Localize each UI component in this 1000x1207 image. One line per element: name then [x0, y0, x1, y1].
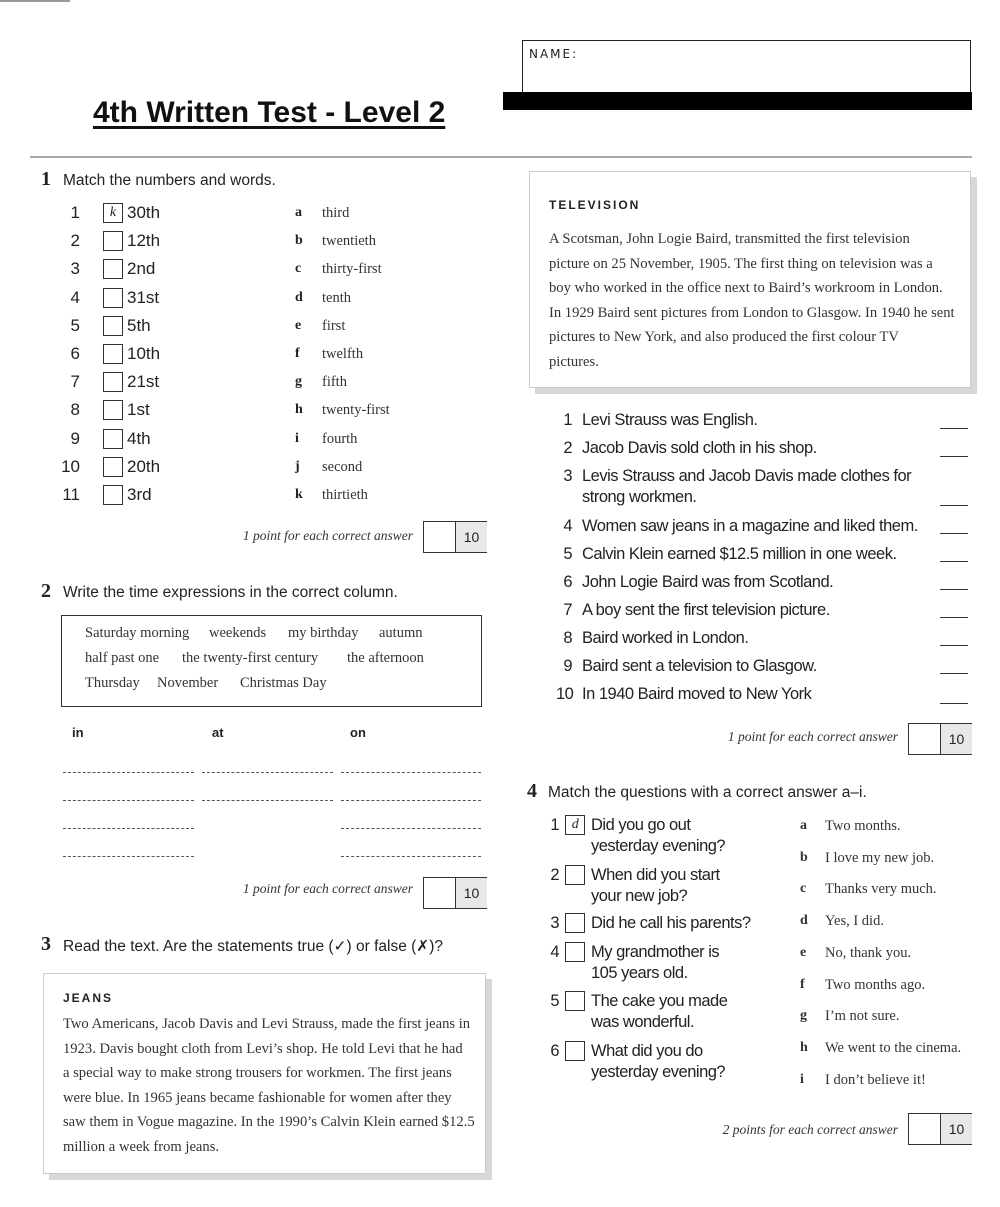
expression: half past one — [85, 650, 160, 666]
word-option — [295, 482, 475, 508]
text-line: Two Americans, Jacob Davis and Levi Strauss, made the first jeans in — [63, 1016, 471, 1032]
question-text: The cake you made — [591, 992, 728, 1010]
column-header-at: at — [212, 725, 224, 740]
answer-option — [800, 815, 975, 837]
statement-text: In 1940 Baird moved to New York — [582, 685, 812, 703]
television-text — [549, 227, 955, 375]
item-value: 10th — [127, 344, 161, 363]
answer-line-at[interactable] — [202, 800, 333, 802]
section2-max-score: 10 — [456, 878, 487, 908]
option-word: thirty-first — [322, 261, 382, 278]
option-letter: d — [800, 913, 808, 929]
statement-number: 6 — [563, 573, 572, 591]
word-option — [295, 426, 475, 452]
option-letter: c — [800, 881, 807, 897]
statement-text: Levis Strauss and Jacob Davis made clothes for — [582, 467, 912, 485]
statement-text: A boy sent the first television picture. — [582, 601, 830, 619]
option-letter: i — [295, 430, 299, 446]
text-line: pictures. — [549, 353, 599, 370]
question-text-cont: was wonderful. — [591, 1013, 695, 1031]
word-option — [295, 397, 475, 423]
question — [545, 942, 775, 986]
option-word: twentieth — [322, 233, 376, 250]
item-number: 8 — [70, 400, 80, 420]
option-word: fourth — [322, 430, 358, 447]
statement-number: 1 — [563, 411, 572, 429]
option-word: twenty-first — [322, 402, 390, 419]
text-line: A Scotsman, John Logie Baird, transmitted the first television — [549, 231, 910, 247]
expression: November — [157, 675, 219, 691]
item-number: 11 — [62, 485, 80, 504]
answer-line-in[interactable] — [63, 800, 194, 802]
question-text: Did you go out — [591, 816, 691, 834]
answer-box[interactable]: d — [565, 815, 585, 835]
option-letter: j — [295, 458, 300, 474]
answer-box[interactable] — [103, 372, 123, 392]
section3-title: Read the text. Are the statements true (✓) or false (✗)? — [63, 938, 444, 955]
corner-line — [0, 0, 70, 2]
option-word: tenth — [322, 289, 351, 306]
answer-box[interactable] — [103, 231, 123, 251]
true-false-blank[interactable] — [940, 428, 968, 429]
item-number: 7 — [70, 372, 80, 392]
option-text: Two months ago. — [825, 976, 926, 993]
question-text-cont: 105 years old. — [591, 964, 688, 982]
match-item — [58, 482, 258, 508]
section3-number: 3 — [41, 933, 51, 955]
section3-max-score: 10 — [941, 724, 972, 754]
question — [545, 991, 775, 1035]
name-box[interactable] — [522, 40, 971, 92]
option-letter: b — [800, 849, 808, 865]
option-word: second — [322, 458, 363, 475]
match-item — [58, 285, 258, 311]
section3-points-note: 1 point for each correct answer — [727, 729, 898, 744]
true-false-blank[interactable] — [940, 673, 968, 674]
option-letter: g — [295, 374, 302, 390]
answer-box[interactable] — [565, 991, 585, 1011]
true-false-blank[interactable] — [940, 505, 968, 506]
answer-line-at[interactable] — [202, 772, 333, 774]
television-heading: TELEVISION — [549, 198, 641, 212]
section4-score-box[interactable] — [908, 1113, 972, 1145]
match-item — [58, 397, 258, 423]
question — [545, 865, 775, 909]
text-line: a special way to make strong trousers for workmen. The first jeans — [63, 1065, 452, 1082]
item-number: 4 — [70, 287, 80, 307]
statement-number: 10 — [556, 685, 574, 703]
item-number: 5 — [70, 315, 80, 335]
statement-number: 4 — [563, 517, 572, 535]
option-letter: k — [295, 487, 303, 502]
option-word: fifth — [322, 374, 347, 391]
option-word: twelfth — [322, 346, 364, 362]
text-line: boy who worked in the office next to Baird’s workroom in London. — [549, 280, 943, 297]
text-line: 1923. Davis bought cloth from Levi’s shop. He told Levi that he had — [63, 1040, 463, 1057]
text-line: picture on 25 November, 1905. The first thing on television was a — [549, 255, 933, 272]
statement-text: Levi Strauss was English. — [582, 411, 758, 429]
question-number: 4 — [550, 943, 559, 961]
question-number: 5 — [550, 992, 559, 1010]
statement-number: 8 — [563, 629, 572, 647]
section1-number: 1 — [41, 168, 51, 190]
section1-score-box[interactable] — [423, 521, 487, 553]
option-letter: h — [800, 1039, 808, 1055]
television-text-card — [529, 171, 971, 388]
question-number: 3 — [550, 914, 559, 932]
item-value: 4th — [127, 428, 151, 448]
name-label: NAME: — [529, 47, 579, 61]
option-letter: h — [295, 402, 303, 418]
statement-number: 2 — [563, 439, 572, 457]
answer-box[interactable]: k — [103, 203, 123, 223]
true-false-blank[interactable] — [940, 703, 968, 704]
expression: the afternoon — [347, 650, 424, 666]
text-line: In 1929 Baird sent pictures from London to Glasgow. In 1940 he sent — [549, 304, 955, 321]
answer-line-in[interactable] — [63, 828, 194, 830]
answer-line-in[interactable] — [63, 856, 194, 858]
option-text: I don’t believe it! — [825, 1071, 926, 1088]
question-text: When did you start — [591, 866, 720, 884]
option-letter: a — [800, 818, 807, 833]
option-text: No, thank you. — [825, 944, 912, 961]
answer-option — [800, 910, 975, 932]
true-false-blank[interactable] — [940, 561, 968, 562]
question-text: My grandmother is — [591, 943, 720, 961]
item-value: 20th — [127, 456, 161, 476]
section3-score-box[interactable] — [908, 723, 972, 755]
match-item — [58, 228, 258, 254]
answer-box[interactable] — [103, 316, 123, 336]
true-false-blank[interactable] — [940, 645, 968, 646]
section2-points-note: 1 point for each correct answer — [242, 881, 413, 896]
answer-box[interactable] — [565, 913, 585, 933]
option-text: Yes, I did. — [825, 913, 884, 930]
item-value: 31st — [127, 287, 160, 307]
item-value: 1st — [127, 400, 150, 420]
expression: the twenty-first century — [182, 650, 319, 666]
option-letter: e — [800, 944, 807, 960]
word-option — [295, 200, 475, 226]
header-bar — [503, 92, 972, 110]
item-number: 2 — [70, 231, 80, 251]
answer-option — [800, 878, 975, 900]
section1-title: Match the numbers and words. — [63, 172, 276, 189]
match-item — [58, 426, 258, 452]
jeans-text-card — [43, 973, 486, 1174]
page-title: 4th Written Test - Level 2 — [93, 96, 446, 129]
question-text-cont: yesterday evening? — [591, 837, 726, 855]
expression: weekends — [209, 625, 267, 641]
true-false-blank[interactable] — [940, 589, 968, 590]
item-number: 9 — [70, 428, 80, 448]
question — [545, 815, 775, 859]
expressions-box — [61, 615, 482, 707]
answer-box[interactable] — [103, 400, 123, 420]
section1-max-score: 10 — [456, 522, 487, 552]
word-option — [295, 341, 475, 367]
statement-text: Jacob Davis sold cloth in his shop. — [582, 439, 817, 457]
jeans-heading: JEANS — [63, 991, 114, 1005]
answer-box[interactable] — [565, 865, 585, 885]
word-option — [295, 285, 475, 311]
section2-title: Write the time expressions in the correct column. — [63, 584, 398, 601]
word-option — [295, 454, 475, 480]
section2-score-box[interactable] — [423, 877, 487, 909]
item-number: 6 — [70, 344, 80, 363]
item-value: 3rd — [127, 485, 152, 504]
match-item — [58, 454, 258, 480]
section4-title: Match the questions with a correct answer a–i. — [548, 784, 867, 801]
option-letter: a — [295, 205, 302, 220]
item-number: 1 — [70, 203, 80, 222]
answer-box[interactable] — [103, 344, 123, 364]
expression: Saturday morning — [85, 625, 190, 641]
column-header-on: on — [350, 725, 366, 740]
answer-option — [800, 942, 975, 964]
section4-max-score: 10 — [941, 1114, 972, 1144]
option-letter: g — [800, 1008, 807, 1024]
word-option — [295, 313, 475, 339]
answer-box[interactable] — [103, 485, 123, 505]
answer-option — [800, 847, 975, 869]
option-letter: e — [295, 317, 302, 333]
item-value: 2nd — [127, 259, 156, 279]
statement-text: Calvin Klein earned $12.5 million in one week. — [582, 545, 897, 563]
option-text: Two months. — [825, 818, 901, 834]
option-letter: f — [295, 346, 300, 361]
word-option — [295, 369, 475, 395]
question-text-cont: yesterday evening? — [591, 1063, 726, 1081]
match-item — [58, 200, 258, 226]
answer-box[interactable] — [565, 1041, 585, 1061]
statement-number: 7 — [563, 601, 572, 619]
option-text: Thanks very much. — [825, 881, 937, 898]
jeans-text — [63, 1012, 475, 1160]
option-text: We went to the cinema. — [825, 1039, 962, 1056]
true-false-blank[interactable] — [940, 533, 968, 534]
option-word: third — [322, 205, 350, 221]
section4-points-note: 2 points for each correct answer — [722, 1122, 898, 1137]
statement-text: John Logie Baird was from Scotland. — [582, 573, 834, 591]
option-letter: c — [295, 261, 302, 277]
question-number: 2 — [550, 866, 559, 884]
word-option — [295, 256, 475, 282]
option-letter: d — [295, 289, 303, 305]
answer-option — [800, 1005, 975, 1027]
statement-number: 9 — [563, 657, 572, 675]
answer-box[interactable] — [565, 942, 585, 962]
item-number: 3 — [70, 259, 80, 279]
answer-box[interactable] — [103, 429, 123, 449]
question-text: What did you do — [591, 1042, 703, 1060]
option-text: I’m not sure. — [825, 1008, 900, 1025]
statement-text-cont: strong workmen. — [582, 488, 697, 506]
statement-text: Baird worked in London. — [582, 629, 749, 647]
item-value: 5th — [127, 315, 151, 335]
option-word: thirtieth — [322, 487, 368, 503]
expression: Christmas Day — [240, 675, 327, 691]
answer-option — [800, 974, 975, 996]
expression: autumn — [379, 625, 423, 641]
answer-box[interactable] — [103, 259, 123, 279]
answer-line-on[interactable] — [341, 856, 481, 858]
statement-text: Women saw jeans in a magazine and liked them. — [582, 517, 918, 535]
option-letter: f — [800, 976, 805, 992]
match-item — [58, 341, 258, 367]
text-line: pictures to New York, and also produced the first colour TV — [549, 329, 899, 346]
answer-box[interactable] — [103, 288, 123, 308]
expression: Thursday — [85, 675, 140, 691]
expression: my birthday — [288, 625, 359, 641]
item-value: 30th — [127, 203, 161, 222]
statement-number: 3 — [563, 467, 572, 485]
match-item — [58, 313, 258, 339]
answer-line-on[interactable] — [341, 772, 481, 774]
true-false-blank[interactable] — [940, 456, 968, 457]
text-line: saw them in Vogue magazine. In the 1990’s Calvin Klein earned $12.5 — [63, 1114, 475, 1131]
item-value: 21st — [127, 372, 160, 392]
item-value: 12th — [127, 231, 161, 251]
section1-points-note: 1 point for each correct answer — [242, 528, 413, 543]
option-word: first — [322, 317, 346, 334]
word-option — [295, 228, 475, 254]
match-item — [58, 256, 258, 282]
answer-line-on[interactable] — [341, 800, 481, 802]
question-text-cont: your new job? — [591, 887, 688, 905]
answer-option — [800, 1037, 975, 1059]
section4-number: 4 — [527, 780, 537, 802]
question-number: 6 — [550, 1042, 559, 1060]
option-text: I love my new job. — [825, 849, 935, 866]
answer-line-in[interactable] — [63, 772, 194, 774]
section2-number: 2 — [41, 580, 51, 602]
text-line: million a week from jeans. — [63, 1138, 220, 1155]
answer-box[interactable] — [103, 457, 123, 477]
statement-text: Baird sent a television to Glasgow. — [582, 657, 817, 675]
text-line: were blue. In 1965 jeans became fashionable for women after they — [63, 1089, 452, 1106]
answer-option — [800, 1069, 975, 1091]
question — [545, 1041, 775, 1085]
answer-line-on[interactable] — [341, 828, 481, 830]
true-false-blank[interactable] — [940, 617, 968, 618]
match-item — [58, 369, 258, 395]
option-letter: b — [295, 233, 303, 249]
column-header-in: in — [72, 725, 84, 740]
question-number: 1 — [550, 816, 559, 834]
header-divider — [30, 156, 972, 158]
statement-number: 5 — [563, 545, 572, 563]
question-text: Did he call his parents? — [591, 914, 751, 932]
option-letter: i — [800, 1071, 804, 1087]
item-number: 10 — [61, 456, 80, 476]
